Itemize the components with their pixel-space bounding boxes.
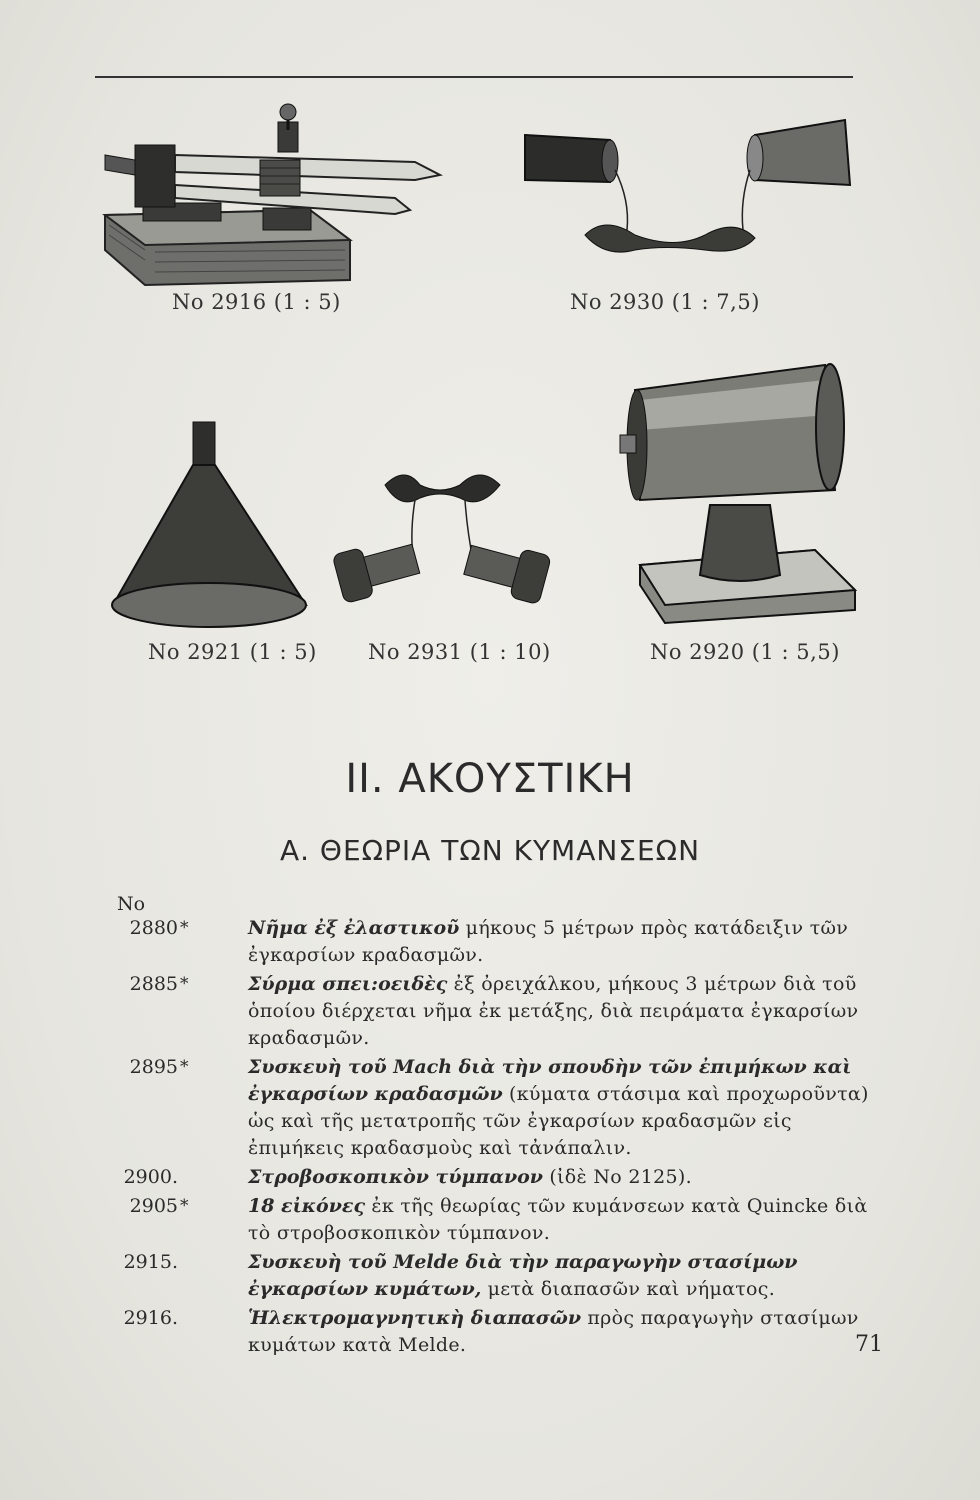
entry-title: Νῆμα ἐξ ἐλαστικοῦ [248, 917, 460, 939]
figure-caption-2931: No 2931 (1 : 10) [368, 640, 551, 664]
entry-title: Συσκευὴ τοῦ Melde διὰ τὴν παραγωγὴν στασίμων ἐγκαρσίων κυμάτων, [248, 1251, 798, 1300]
entry-description: (κύματα στάσιμα καὶ προχωροῦντα) ὡς καὶ τῆς μετατροπῆς τῶν ἐγκαρσίων κραδασμῶν εἰς ἐπιμήκεις κραδασμοὺς καὶ τἀνάπαλιν. [248, 1083, 869, 1159]
entry-star-mark: * [180, 918, 189, 938]
entry-number: 2880 [129, 917, 178, 939]
entry-description: πρὸς παραγωγὴν στασίμων κυμάτων κατὰ Melde. [248, 1307, 859, 1356]
figure-caption-2930: No 2930 (1 : 7,5) [570, 290, 760, 314]
page-number: 71 [855, 1332, 883, 1357]
subsection-title: Α. ΘΕΩΡΙΑ ΤΩΝ ΚΥΜΑΝΣΕΩΝ [279, 834, 701, 867]
entry-number: 2895 [129, 1056, 178, 1078]
entry-title: Ἡλεκτρομαγνητικὴ διαπασῶν [248, 1307, 582, 1329]
entry-title: Συσκευὴ τοῦ Mach διὰ τὴν σπουδὴν τῶν ἐπιμήκων καὶ ἐγκαρσίων κραδασμῶν [248, 1056, 852, 1105]
entry-number: 2915. [123, 1251, 178, 1273]
entry-star-mark: * [180, 974, 189, 994]
entry-description: μετὰ διαπασῶν καὶ νήματος. [481, 1278, 776, 1300]
wire-telephone-illustration [315, 460, 570, 620]
entry-description: ἐκ τῆς θεωρίας τῶν κυμάνσεων κατὰ Quincke διὰ τὸ στροβοσκοπικὸν τύμπανον. [248, 1195, 868, 1244]
entry-description: (ἰδὲ No 2125). [543, 1166, 692, 1188]
funnel-illustration [108, 420, 313, 630]
section-title: II. ΑΚΟΥΣΤΙΚΗ [345, 756, 635, 802]
catalog-entry [100, 1054, 880, 1162]
catalog-entry-list [100, 915, 880, 1361]
entry-title: Σύρμα σπει:οειδὲς [248, 973, 448, 995]
catalog-entry [100, 1305, 880, 1359]
string-telephone-illustration [515, 110, 860, 270]
catalog-entry [100, 1193, 880, 1247]
catalog-entry [100, 915, 880, 969]
entry-description: μήκους 5 μέτρων πρὸς κατάδειξιν τῶν ἐγκαρσίων κραδασμῶν. [248, 917, 849, 966]
tuning-fork-illustration [95, 100, 455, 290]
figure-caption-2916: No 2916 (1 : 5) [172, 290, 341, 314]
entry-number: 2905 [129, 1195, 178, 1217]
number-column-label: No [117, 893, 146, 915]
top-rule [95, 76, 853, 78]
entry-number: 2900. [123, 1166, 178, 1188]
entry-title: 18 εἰκόνες [248, 1195, 366, 1217]
figure-caption-2920: No 2920 (1 : 5,5) [650, 640, 840, 664]
catalog-entry [100, 1249, 880, 1303]
entry-star-mark: * [180, 1196, 189, 1216]
entry-number: 2916. [123, 1307, 178, 1329]
entry-number: 2885 [129, 973, 178, 995]
drum-on-stand-illustration [615, 355, 860, 630]
entry-star-mark: * [180, 1057, 189, 1077]
catalog-entry [100, 1164, 880, 1191]
entry-title: Στροβοσκοπικὸν τύμπανον [248, 1166, 543, 1188]
entry-description: ἐξ ὀρειχάλκου, μήκους 3 μέτρων διὰ τοῦ ὁποίου διέρχεται νῆμα ἐκ μετάξης, διὰ πειράματα ἐγκαρσίων κραδασμῶν. [248, 973, 859, 1049]
catalog-entry [100, 971, 880, 1052]
figure-caption-2921: No 2921 (1 : 5) [148, 640, 317, 664]
